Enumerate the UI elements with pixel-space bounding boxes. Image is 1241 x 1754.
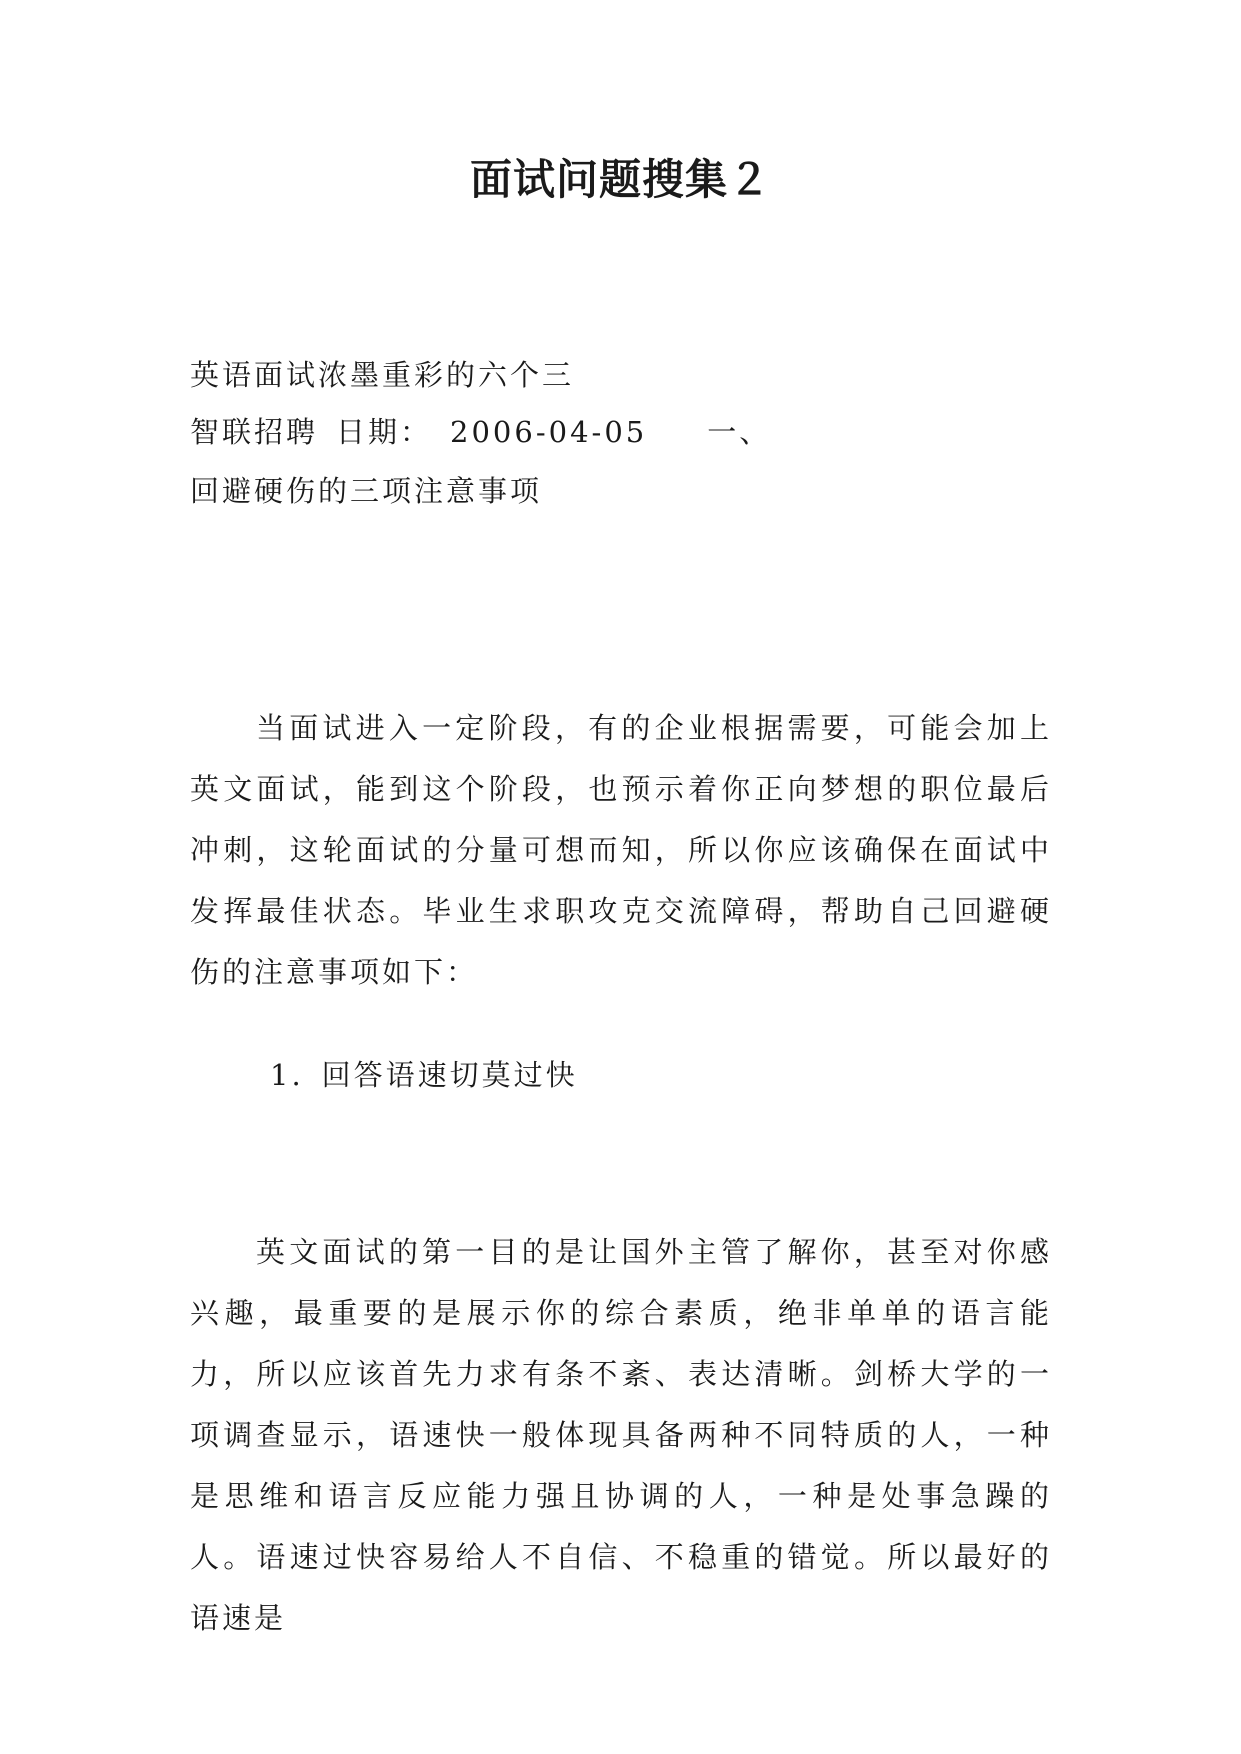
list-item-text: 回答语速切莫过快 xyxy=(321,1058,578,1092)
list-item-number: 1. xyxy=(270,1058,304,1092)
document-title: 面试问题搜集２ xyxy=(469,155,771,204)
body-paragraph: 英文面试的第一目的是让国外主管了解你，甚至对你感兴趣，最重要的是展示你的综合素质，绝非单单的语言能力，所以应该首先力求有条不紊、表达清晰。剑桥大学的一项调查显示，语速快一般体现具备两种不同特质的人，一种是思维和语言反应能力强且协调的人，一种是处事急躁的人。语速过快容易给人不自信、不稳重的错觉。所以最好的语速是 xyxy=(190,1235,1052,1635)
date-label: 日期： xyxy=(336,415,433,449)
section-marker: 一、 xyxy=(707,415,772,449)
intro-paragraph: 当面试进入一定阶段，有的企业根据需要，可能会加上英文面试，能到这个阶段，也预示着你正向梦想的职位最后冲刺，这轮面试的分量可想而知，所以你应该确保在面试中发挥最佳状态。毕业生求职攻克交流障碍，帮助自己回避硬伤的注意事项如下： xyxy=(190,711,1052,989)
publish-date: 2006-04-05 xyxy=(450,415,648,449)
source-line xyxy=(190,412,771,452)
article-subtitle: 英语面试浓墨重彩的六个三 xyxy=(190,358,575,392)
list-item xyxy=(270,1055,578,1095)
section-heading: 回避硬伤的三项注意事项 xyxy=(190,474,543,508)
publisher-name: 智联招聘 xyxy=(190,415,319,449)
